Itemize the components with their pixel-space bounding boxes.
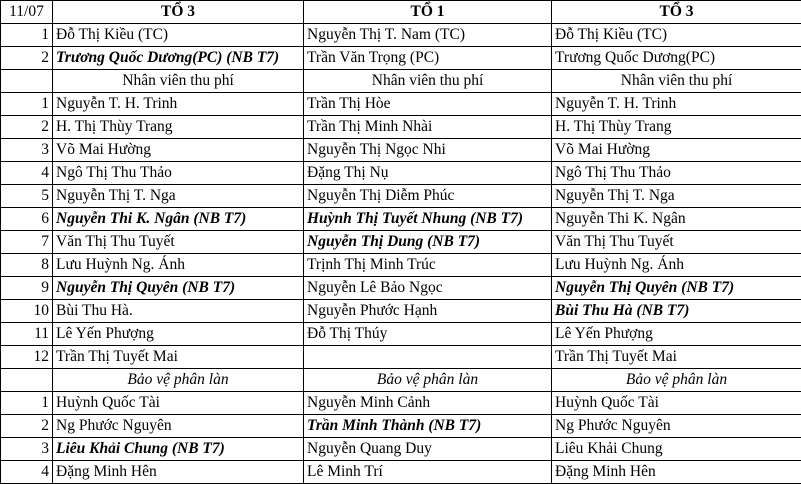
name-cell[interactable]: H. Thị Thùy Trang [53,116,304,139]
table-row [1,70,801,93]
table-row [1,254,801,277]
name-cell[interactable]: Đặng Minh Hên [53,461,304,484]
row-number-cell[interactable]: 3 [1,139,53,162]
name-cell[interactable]: Lê Yến Phượng [552,323,801,346]
name-cell[interactable]: Ng Phước Nguyên [53,415,304,438]
name-cell[interactable]: Nguyễn Thị Ngọc Nhi [304,139,552,162]
name-cell[interactable]: Trần Thị Minh Nhài [304,116,552,139]
name-cell[interactable]: Võ Mai Hường [53,139,304,162]
table-row [1,438,801,461]
row-number-cell[interactable]: 2 [1,116,53,139]
name-cell[interactable]: Võ Mai Hường [552,139,801,162]
table-row [1,461,801,484]
name-cell[interactable]: Nguyễn Thị Quyên (NB T7) [53,277,304,300]
row-number-cell[interactable]: 10 [1,300,53,323]
name-cell[interactable]: Bảo vệ phân làn [304,369,552,392]
row-number-cell[interactable]: 1 [1,93,53,116]
name-cell[interactable]: H. Thị Thùy Trang [552,116,801,139]
name-cell[interactable]: Nguyễn Thị Dung (NB T7) [304,231,552,254]
table-row [1,231,801,254]
name-cell[interactable]: Lê Yến Phượng [53,323,304,346]
table-row [1,208,801,231]
name-cell[interactable]: Đỗ Thị Kiều (TC) [53,24,304,47]
table-row [1,392,801,415]
name-cell[interactable]: Huỳnh Quốc Tài [552,392,801,415]
name-cell[interactable]: Trịnh Thị Minh Trúc [304,254,552,277]
name-cell[interactable]: Nguyễn T. H. Trinh [53,93,304,116]
name-cell[interactable]: Văn Thị Thu Tuyết [552,231,801,254]
name-cell[interactable]: Bảo vệ phân làn [53,369,304,392]
name-cell[interactable]: Đỗ Thị Kiều (TC) [552,24,801,47]
name-cell[interactable]: Trần Văn Trọng (PC) [304,47,552,70]
name-cell[interactable]: Trần Thị Tuyết Mai [552,346,801,369]
name-cell[interactable]: Trần Thị Hòe [304,93,552,116]
name-cell[interactable]: Ngô Thị Thu Thảo [53,162,304,185]
name-cell[interactable]: Bùi Thu Hà (NB T7) [552,300,801,323]
name-cell[interactable]: Nguyễn Thị Quyên (NB T7) [552,277,801,300]
name-cell[interactable]: Nguyễn Phước Hạnh [304,300,552,323]
row-number-cell[interactable]: 12 [1,346,53,369]
table-row [1,346,801,369]
name-cell[interactable]: Nguyễn Quang Duy [304,438,552,461]
row-number-cell[interactable]: 3 [1,438,53,461]
row-number-cell[interactable]: 6 [1,208,53,231]
header-row [1,1,801,24]
table-row [1,323,801,346]
table-row [1,415,801,438]
name-cell[interactable]: Nguyễn Thị T. Nga [53,185,304,208]
row-number-cell[interactable]: 1 [1,24,53,47]
name-cell[interactable]: Trương Quốc Dương(PC) [552,47,801,70]
table-row [1,116,801,139]
name-cell[interactable]: Trần Thị Tuyết Mai [53,346,304,369]
table-body [1,24,801,484]
column-header[interactable]: TỔ 1 [304,1,552,24]
name-cell[interactable]: Huỳnh Thị Tuyết Nhung (NB T7) [304,208,552,231]
name-cell[interactable]: Bùi Thu Hà. [53,300,304,323]
name-cell[interactable]: Ngô Thị Thu Thảo [552,162,801,185]
table-row [1,24,801,47]
row-number-cell[interactable]: 2 [1,47,53,70]
row-number-cell[interactable]: 4 [1,461,53,484]
table-row [1,300,801,323]
name-cell[interactable]: Nhân viên thu phí [304,70,552,93]
name-cell[interactable] [304,346,552,369]
name-cell[interactable]: Liêu Khải Chung (NB T7) [53,438,304,461]
row-number-cell[interactable]: 1 [1,392,53,415]
table-row [1,139,801,162]
name-cell[interactable]: Lê Minh Trí [304,461,552,484]
name-cell[interactable]: Đỗ Thị Thúy [304,323,552,346]
name-cell[interactable]: Đặng Thị Nụ [304,162,552,185]
row-number-cell[interactable]: 8 [1,254,53,277]
name-cell[interactable]: Lưu Huỳnh Ng. Ánh [53,254,304,277]
name-cell[interactable]: Nhân viên thu phí [552,70,801,93]
name-cell[interactable]: Lưu Huỳnh Ng. Ánh [552,254,801,277]
table-row [1,185,801,208]
name-cell[interactable]: Ng Phước Nguyên [552,415,801,438]
name-cell[interactable]: Liêu Khải Chung [552,438,801,461]
row-number-cell[interactable] [1,70,53,93]
name-cell[interactable]: Nguyễn Minh Cảnh [304,392,552,415]
table-row [1,47,801,70]
date-cell[interactable]: 11/07 [1,1,53,24]
row-number-cell[interactable]: 2 [1,415,53,438]
table-row [1,162,801,185]
name-cell[interactable]: Nhân viên thu phí [53,70,304,93]
name-cell[interactable]: Bảo vệ phân làn [552,369,801,392]
name-cell[interactable]: Trần Minh Thành (NB T7) [304,415,552,438]
row-number-cell[interactable]: 7 [1,231,53,254]
name-cell[interactable]: Trương Quốc Dương(PC) (NB T7) [53,47,304,70]
row-number-cell[interactable]: 9 [1,277,53,300]
row-number-cell[interactable] [1,369,53,392]
column-header[interactable]: TỔ 3 [552,1,801,24]
name-cell[interactable]: Nguyễn Thị Diễm Phúc [304,185,552,208]
column-header[interactable]: TỔ 3 [53,1,304,24]
name-cell[interactable]: Nguyễn Thị T. Nam (TC) [304,24,552,47]
row-number-cell[interactable]: 5 [1,185,53,208]
name-cell[interactable]: Nguyễn Thi K. Ngân [552,208,801,231]
row-number-cell[interactable]: 4 [1,162,53,185]
table-row [1,93,801,116]
name-cell[interactable]: Nguyễn T. H. Trinh [552,93,801,116]
table-row [1,277,801,300]
table-row [1,369,801,392]
name-cell[interactable]: Nguyễn Thi K. Ngân (NB T7) [53,208,304,231]
name-cell[interactable]: Nguyễn Lê Bảo Ngọc [304,277,552,300]
row-number-cell[interactable]: 11 [1,323,53,346]
name-cell[interactable]: Đặng Minh Hên [552,461,801,484]
name-cell[interactable]: Nguyễn Thị T. Nga [552,185,801,208]
name-cell[interactable]: Văn Thị Thu Tuyết [53,231,304,254]
name-cell[interactable]: Huỳnh Quốc Tài [53,392,304,415]
